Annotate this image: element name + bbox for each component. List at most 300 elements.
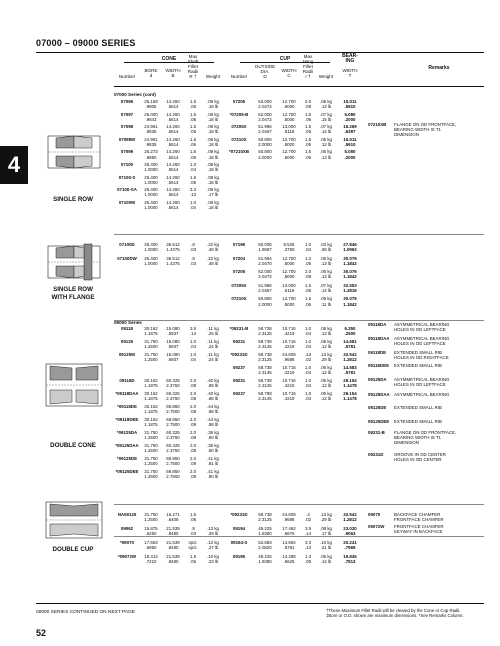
cell-bore: 25.400 1.0000 <box>144 187 158 198</box>
cell-cone: 07100 <box>120 162 134 167</box>
cell-od: 58.738 2.3125 <box>258 378 272 389</box>
cell-od: 49.225 1.9380 <box>258 526 272 537</box>
bottom-rule <box>36 603 484 604</box>
cell-cr: .4 .02 <box>304 512 312 523</box>
cell-r: 2.0 .08 <box>189 456 197 467</box>
cone-width-header: WIDTH B <box>165 68 181 78</box>
remark-entry <box>368 524 444 534</box>
cell-bore: 24.981 .9835 <box>144 124 158 135</box>
remark-text: BACKFACE CHAMFER FRONTFACE CHAMFER <box>394 512 444 523</box>
remark-entry <box>368 122 456 138</box>
cell-cwt: .13 kg .29 lb <box>320 512 332 523</box>
single-row-label: SINGLE ROW <box>53 196 93 203</box>
cell-t: 30.079 1.1842 <box>343 255 357 266</box>
cell-r: 2.0 .08 <box>189 430 197 441</box>
cell-r: 2.0 .08 <box>189 417 197 428</box>
remark-entry <box>368 430 456 446</box>
cell-r: 1.0 .04 <box>189 352 197 363</box>
cell-cr: 1.5 .06 <box>304 149 312 160</box>
cell-r: 1.0 .04 <box>189 199 197 210</box>
cell-w: 69.850 2.7500 <box>166 404 180 415</box>
shaft-fillet-header: Max Shaft Fillet Radii R † <box>187 54 199 79</box>
cell-r: spcl. spcl. <box>188 540 198 551</box>
cell-cr: 1.5 .06 <box>304 136 312 147</box>
cell-cone: 07100DW <box>117 255 137 261</box>
cell-r: 2.0 .08 <box>189 378 197 389</box>
cell-r: 1.5 .06 <box>189 136 197 147</box>
cell-od: 49.225 1.9380 <box>258 554 272 565</box>
cup-group-header: CUP <box>240 57 330 63</box>
cell-cwt: .13 kg .29 lb <box>320 352 332 363</box>
cell-r: .8 .03 <box>189 526 197 537</box>
remark-entry <box>368 419 442 424</box>
double-cone-drawing <box>44 360 104 410</box>
cell-cw: 12.700 .5000 <box>282 269 296 280</box>
cell-cwt: .06 kg .13 lb <box>320 255 332 266</box>
cell-r: 1.5 .06 <box>189 554 197 565</box>
cell-t: 27.846 1.0963 <box>343 242 357 253</box>
cell-cw: 12.700 .5000 <box>282 296 296 307</box>
cell-bore: 30.162 1.1875 <box>144 378 158 389</box>
cell-t: 30.079 1.1842 <box>343 296 357 307</box>
cell-od: 51.986 2.0467 <box>258 282 272 293</box>
table-row <box>114 242 484 254</box>
cell-bore: 25.159 .9905 <box>144 99 158 110</box>
cell-wt: .40 kg .88 lb <box>207 391 219 402</box>
cell-t: 19.845 .7813 <box>343 554 357 565</box>
cell-w: 60.325 2.3750 <box>166 430 180 441</box>
remark-code: 09118DEE <box>368 363 389 368</box>
cell-r: 1.5 .06 <box>189 149 197 160</box>
cell-cone: *09072W <box>117 554 137 559</box>
cell-wt: .36 kg .80 lb <box>207 443 219 454</box>
cell-od: 52.000 2.0472 <box>258 99 272 110</box>
cell-t: 5.080 .2000 <box>344 111 356 122</box>
footnotes <box>326 608 464 619</box>
cell-w: 14.260 .5614 <box>166 174 180 185</box>
cell-cr: 1.5 .06 <box>304 282 312 293</box>
cell-t: 29.154 1.1478 <box>343 378 357 389</box>
remark-text: ASYMMETRICAL BEARING HOLES IN OD LEFTFACE <box>394 377 450 388</box>
cell-cr: 3.3 .13 <box>304 540 312 551</box>
remark-code: 09118DA <box>368 322 387 327</box>
cell-cwt: .05 kg .12 lb <box>320 136 332 147</box>
table-row <box>114 175 484 187</box>
cell-cone: *09118DEE <box>115 417 139 422</box>
cell-w: 14.260 .5614 <box>166 149 180 160</box>
cell-cwt: .06 kg .13 lb <box>320 99 332 110</box>
cell-cwt: .10 kg .21 lb <box>320 540 332 551</box>
cell-cw: 9.525 .3750 <box>283 242 295 253</box>
cell-cw: 24.608 .9688 <box>282 512 296 523</box>
cell-cr: 1.0 .04 <box>304 391 312 402</box>
table-header <box>114 54 484 87</box>
cell-cwt: .06 kg .13 lb <box>320 269 332 280</box>
cell-od: 50.800 2.0000 <box>258 296 272 307</box>
remark-entry <box>368 377 449 387</box>
table-row <box>114 137 484 149</box>
cell-cone: 09125W <box>118 352 136 357</box>
cell-bore: 15.875 .6250 <box>144 526 158 537</box>
table-row <box>114 256 484 268</box>
cell-bore: 24.981 .9835 <box>144 136 158 147</box>
remark-entry <box>368 336 449 346</box>
cell-bore: 25.400 1.0000 <box>144 199 158 210</box>
cell-cwt: .03 kg .06 lb <box>320 242 332 253</box>
remarks-header: Remarks <box>428 65 450 71</box>
cell-cup: 09231 <box>232 378 246 383</box>
cell-cone: *09125DA <box>116 430 138 435</box>
cell-cup: 07204 <box>232 255 246 261</box>
cell-od: 50.800 2.0000 <box>258 136 272 147</box>
cell-r: .8 .03 <box>189 242 197 253</box>
cell-cw: 10.716 .4219 <box>282 326 296 337</box>
cell-t: 20.241 .7969 <box>343 540 357 551</box>
continued-note: 09000 SERIES CONTINUED ON NEXT PAGE <box>36 610 135 615</box>
cell-t: 16.269 .6397 <box>343 124 357 135</box>
cell-cup: 07205 <box>232 99 246 104</box>
cell-t: 5.080 .2000 <box>344 149 356 160</box>
cell-w: 21.539 .8480 <box>166 540 180 551</box>
cell-wt: .08 kg .18 lb <box>207 199 219 210</box>
remark-entry <box>368 392 449 397</box>
cell-cup: 09194-S <box>230 540 248 545</box>
single-row-flange-label: SINGLE ROW WITH FLANGE <box>51 286 95 301</box>
cone-weight-header: Weight <box>205 74 221 79</box>
cell-r: 1.5 .06 <box>189 111 197 122</box>
cell-r: 2.0 .08 <box>189 391 197 402</box>
cell-cup: *09231-B <box>229 326 249 331</box>
cell-t: 32.553 1.2816 <box>343 282 357 293</box>
table-row <box>114 187 484 199</box>
cell-cw: 10.716 .4219 <box>282 339 296 350</box>
cell-od: 58.738 2.3125 <box>258 512 272 523</box>
cell-cone: 09118 <box>121 326 133 331</box>
remark-text: EXTENDED SMALL RIB HOLES IN OD RIGHTFACE <box>394 350 449 361</box>
cell-r: 1.0 .04 <box>189 162 197 173</box>
page-number: 52 <box>36 628 47 638</box>
cell-cw: 14.684 .5781 <box>282 540 296 551</box>
cell-cup: 07205X <box>231 124 247 130</box>
cell-cwt: .07 kg .14 lb <box>320 282 332 293</box>
cell-w: 15.080 .5937 <box>166 339 180 350</box>
cell-wt: .08 kg .18 lb <box>207 111 219 122</box>
cell-bore: 17.653 .6950 <box>144 540 158 551</box>
cell-t: 32.542 1.2812 <box>343 512 357 523</box>
cell-cw: 14.288 .5625 <box>282 554 296 565</box>
cell-bore: 25.400 1.0000 <box>144 255 158 266</box>
cell-w: 15.080 .5937 <box>166 352 180 363</box>
cell-w: 60.325 2.3750 <box>166 391 180 402</box>
row-separator <box>114 536 484 537</box>
cell-od: 52.883 2.0820 <box>258 540 272 551</box>
housing-fillet-header: Max Hsng Fillet Radii r † <box>302 54 314 79</box>
cell-cr: .13 .02 <box>304 352 312 363</box>
cell-od: 58.788 2.3145 <box>258 391 272 402</box>
remark-text: EXTENDED SMALL RIB <box>394 363 442 368</box>
section-label-07000: 07000 Series (cont) <box>114 92 156 97</box>
remark-code: 09125DAA <box>368 392 390 397</box>
cell-wt: .12 kg .27 lb <box>207 540 219 551</box>
cell-cone: 09125 <box>120 339 134 344</box>
table-row <box>114 200 484 212</box>
cell-w: 69.850 2.7500 <box>166 417 180 428</box>
cell-cw: 13.000 .5118 <box>282 282 296 293</box>
cell-cwt: .06 kg .12 lb <box>320 391 332 402</box>
cell-bore: 31.750 1.2500 <box>144 512 158 523</box>
cell-wt: .11 kg .25 lb <box>207 326 219 337</box>
remark-code: 09125DEE <box>368 419 390 424</box>
cell-wt: .41 kg .90 lb <box>207 469 219 480</box>
cell-wt: .44 kg .98 lb <box>207 417 219 428</box>
cell-cr: 1.5 .06 <box>304 124 312 135</box>
cell-t: 14.681 .5781 <box>343 339 357 350</box>
table-row <box>114 99 484 111</box>
cell-bore: 25.400 1.0000 <box>144 162 158 173</box>
remark-text: EXTENDED SMALL RIB <box>394 419 442 424</box>
cell-cr: 1.5 .06 <box>304 296 312 307</box>
cell-cone: 09118D <box>119 378 135 383</box>
table-row <box>114 269 484 281</box>
cell-r: 1.5 .06 <box>189 99 197 110</box>
remark-entry <box>368 405 442 410</box>
cell-wt: .08 kg .18 lb <box>207 99 219 110</box>
remark-text: FLANGE ON OD FRONTFACE, BEARING WIDTH IS T1 DIMENSION <box>394 122 457 138</box>
cell-bore: 30.162 1.1875 <box>144 417 158 428</box>
table-row <box>114 469 484 481</box>
cell-od: 51.986 2.0467 <box>258 124 272 135</box>
cell-wt: .44 kg .98 lb <box>207 404 219 415</box>
cell-cw: 13.000 .5118 <box>282 124 296 135</box>
cell-cw: 12.700 .5000 <box>282 136 296 147</box>
cell-cup: 07205 <box>232 269 246 275</box>
cell-cone: 07099 <box>120 149 134 155</box>
cell-wt: .08 kg .17 lb <box>207 187 219 198</box>
cell-r: .8 .03 <box>189 255 197 266</box>
cell-cwt: .06 kg .14 lb <box>320 554 332 565</box>
remark-entry <box>368 512 444 522</box>
cell-t: 15.011 .5910 <box>343 99 357 110</box>
cell-od: 50.800 2.0000 <box>258 149 272 160</box>
cell-bore: 30.162 1.1875 <box>144 404 158 415</box>
cell-od: 52.000 2.0472 <box>258 269 272 280</box>
cell-t: 14.683 .5781 <box>343 365 357 376</box>
cell-cup: 09237 <box>232 391 246 396</box>
remark-text: FRONTFACE CHAMFER KEYWAY IN BACKFACE <box>394 524 444 535</box>
cell-cr: 1.0 .04 <box>304 365 312 376</box>
cell-cw: 10.716 .4219 <box>282 391 296 402</box>
cell-w: 16.271 .6406 <box>166 512 180 523</box>
cup-width-header: WIDTH C <box>281 68 297 78</box>
remark-code: 09231D <box>368 452 384 457</box>
cell-cone: 07097 <box>120 111 134 117</box>
cell-w: 36.512 1.4375 <box>166 242 180 253</box>
cone-number-header: Number <box>118 74 136 79</box>
cell-bore: 31.750 1.2500 <box>144 352 158 363</box>
table-row <box>114 296 484 308</box>
remark-code: 09072W <box>368 524 385 529</box>
cell-cw: 12.700 .5000 <box>282 99 296 110</box>
row-separator <box>114 320 484 321</box>
cell-cr: 1.0 .04 <box>304 326 312 337</box>
cell-cwt: .08 kg .17 lb <box>320 526 332 537</box>
single-row-flange-drawing <box>44 242 104 282</box>
cell-cone: *09125DE <box>116 456 138 461</box>
cell-cr: 1.5 .06 <box>304 111 312 122</box>
cell-cr: 1.0 .04 <box>304 339 312 350</box>
cell-wt: .13 kg .29 lb <box>207 526 219 537</box>
cell-w: 15.080 .5937 <box>166 326 180 337</box>
cell-cw: 10.716 .4219 <box>282 365 296 376</box>
remark-code: 09231-B <box>368 430 385 435</box>
cell-cwt: .06 kg .13 lb <box>320 149 332 160</box>
cell-cone: 07098W <box>118 136 136 142</box>
cell-cwt: .06 kg .12 lb <box>320 339 332 350</box>
remark-text: ASYMMETRICAL BEARING <box>394 392 450 397</box>
cup-weight-header: Weight <box>318 74 334 79</box>
cell-cup: 07210X <box>231 296 247 302</box>
cell-wt: .41 kg .91 lb <box>207 456 219 467</box>
remark-entry <box>368 452 446 462</box>
cell-od: 52.000 2.0472 <box>258 111 272 122</box>
cell-wt: .08 kg .18 lb <box>207 124 219 135</box>
cell-t: 29.154 1.1478 <box>343 391 357 402</box>
cell-r: 2.0 .08 <box>189 404 197 415</box>
cell-wt: .11 kg .24 lb <box>207 339 219 350</box>
cell-cup: 07205X <box>231 282 247 288</box>
double-cup-label: DOUBLE CUP <box>52 546 94 553</box>
remark-text: FLANGE ON OD FRONTFACE, BEARING WIDTH IS T1 DIMENSION <box>394 430 457 446</box>
cell-w: 60.325 2.3750 <box>166 378 180 389</box>
cell-w: 69.850 2.7500 <box>166 456 180 467</box>
remark-text: GROOVE IN OD CENTER HOLES IN OD CENTER <box>394 452 446 463</box>
cell-cone: *09125DEE <box>115 469 139 474</box>
cell-cup: 09237 <box>232 365 246 370</box>
cell-w: 14.260 .5614 <box>166 199 180 210</box>
cell-cw: 10.716 .4219 <box>282 378 296 389</box>
cell-od: 58.738 2.3125 <box>258 352 272 363</box>
remark-text: EXTENDED SMALL RIB <box>394 405 442 410</box>
cell-bore: 25.400 1.0000 <box>144 242 158 253</box>
single-row-bearing-drawing <box>44 132 104 172</box>
cell-od: 58.738 2.3125 <box>258 326 272 337</box>
cell-bore: 31.750 1.2500 <box>144 430 158 441</box>
cell-w: 21.539 .8480 <box>166 554 180 565</box>
cell-cw: 17.462 .6875 <box>282 526 296 537</box>
cell-cw: 12.700 .5000 <box>282 111 296 122</box>
cell-cwt: .05 kg .11 lb <box>320 296 332 307</box>
footnote-bore: ‡Bore or O.D. shown are maximum dimensions. *See Remarks Column. <box>326 613 464 619</box>
cell-r: 1.5 .06 <box>189 124 197 135</box>
cell-cup: *09231D <box>230 352 248 357</box>
cup-number-header: Number <box>230 74 248 79</box>
cell-r: 2.0 .08 <box>189 469 197 480</box>
cell-cr: 1.3 .05 <box>304 554 312 565</box>
cell-cwt: .06 kg .13 lb <box>320 326 332 337</box>
cell-bore: 25.000 .9843 <box>144 111 158 122</box>
cell-w: 14.260 .5614 <box>166 111 180 122</box>
top-rule <box>36 52 484 53</box>
cell-bore: 31.750 1.2500 <box>144 456 158 467</box>
cell-bore: 25.273 .9950 <box>144 149 158 160</box>
cell-bore: 31.750 1.2500 <box>144 443 158 454</box>
cell-bore: 31.750 1.2500 <box>144 339 158 350</box>
cell-bore: 18.313 .7210 <box>144 554 158 565</box>
bore-header: BORE d <box>144 68 158 78</box>
cell-cone: *09125DAA <box>115 443 139 448</box>
cell-wt: .36 kg .80 lb <box>207 430 219 441</box>
cell-w: 14.260 .5614 <box>166 99 180 110</box>
remark-code: 09125DE <box>368 405 387 410</box>
cell-cup: *07210XB <box>228 149 250 155</box>
cell-cw: 24.608 .9688 <box>282 352 296 363</box>
cell-r: 3.5 .14 <box>189 326 197 337</box>
remark-code: 09118DAA <box>368 336 390 341</box>
cell-w: 21.539 .8480 <box>166 526 180 537</box>
cell-r: 2.0 .08 <box>189 443 197 454</box>
cell-cr: 2.0 .08 <box>304 269 312 280</box>
cell-w: 69.850 2.7500 <box>166 469 180 480</box>
cell-w: 14.260 .5614 <box>166 124 180 135</box>
remark-text: ASYMMETRICAL BEARING HOLES IN OD LEFTFACE <box>394 336 450 347</box>
remark-text: ASYMMETRICAL BEARING HOLES IN OD LEFTFACE <box>394 322 450 333</box>
cell-cwt: .07 kg .15 lb <box>320 111 332 122</box>
cell-cup: 07210X <box>231 136 247 142</box>
cell-cone: 07100D <box>119 242 135 247</box>
cell-cw: 12.700 .5000 <box>282 255 296 266</box>
cell-cone: 07096 <box>120 99 134 104</box>
cell-w: 36.512 1.4375 <box>166 255 180 266</box>
remark-code: 09070 <box>368 512 381 517</box>
cell-cup: 07196 <box>232 242 246 247</box>
cell-cwt: .07 kg .14 lb <box>320 124 332 135</box>
cell-cone: 07100-S <box>118 174 136 180</box>
outside-dia-header: OUTSIDE DIA. D <box>254 64 276 79</box>
remark-code: 09125DA <box>368 377 387 382</box>
cell-cone: *09118DE <box>117 404 137 409</box>
footnote-fillet: †These Maximum Fillet Radii will be cleared by the Cone or Cup Radii. <box>326 608 461 613</box>
cell-wt: .22 kg .48 lb <box>207 242 219 253</box>
bearing-width-header: WIDTH T <box>342 68 358 78</box>
remark-code: 07210XB <box>368 122 387 127</box>
cell-cr: 2.0 .08 <box>304 99 312 110</box>
cell-cone: 07100W <box>118 199 136 205</box>
cell-cone: 09062 <box>120 526 134 531</box>
cell-w: 60.325 2.3750 <box>166 443 180 454</box>
remark-entry <box>368 350 449 360</box>
table-row <box>114 554 484 566</box>
cell-od: 50.005 1.9687 <box>258 242 272 253</box>
cell-wt: .08 kg .18 lb <box>207 149 219 160</box>
cell-bore: 30.162 1.1875 <box>144 391 158 402</box>
cell-t: 32.542 1.2812 <box>343 352 357 363</box>
cell-w: 14.260 .5614 <box>166 136 180 147</box>
cell-wt: .11 kg .24 lb <box>207 352 219 363</box>
cell-w: 14.260 .5614 <box>166 162 180 173</box>
cell-cup: *07205-B <box>229 111 249 117</box>
cell-cw: 12.700 .5000 <box>282 149 296 160</box>
series-title: 07000 – 09000 SERIES <box>36 38 136 48</box>
cell-cone: *09070 <box>120 540 134 545</box>
cell-r: 1.0 .04 <box>189 339 197 350</box>
cell-cone: *09118DAA <box>115 391 139 396</box>
cell-wt: .40 kg .89 lb <box>207 378 219 389</box>
cell-t: 23.020 .9063 <box>343 526 357 537</box>
cell-cup: 09231 <box>232 339 246 344</box>
cell-bore: 30.162 1.1875 <box>144 326 158 337</box>
cell-w: 14.260 .5614 <box>166 187 180 198</box>
table-row <box>114 149 484 161</box>
